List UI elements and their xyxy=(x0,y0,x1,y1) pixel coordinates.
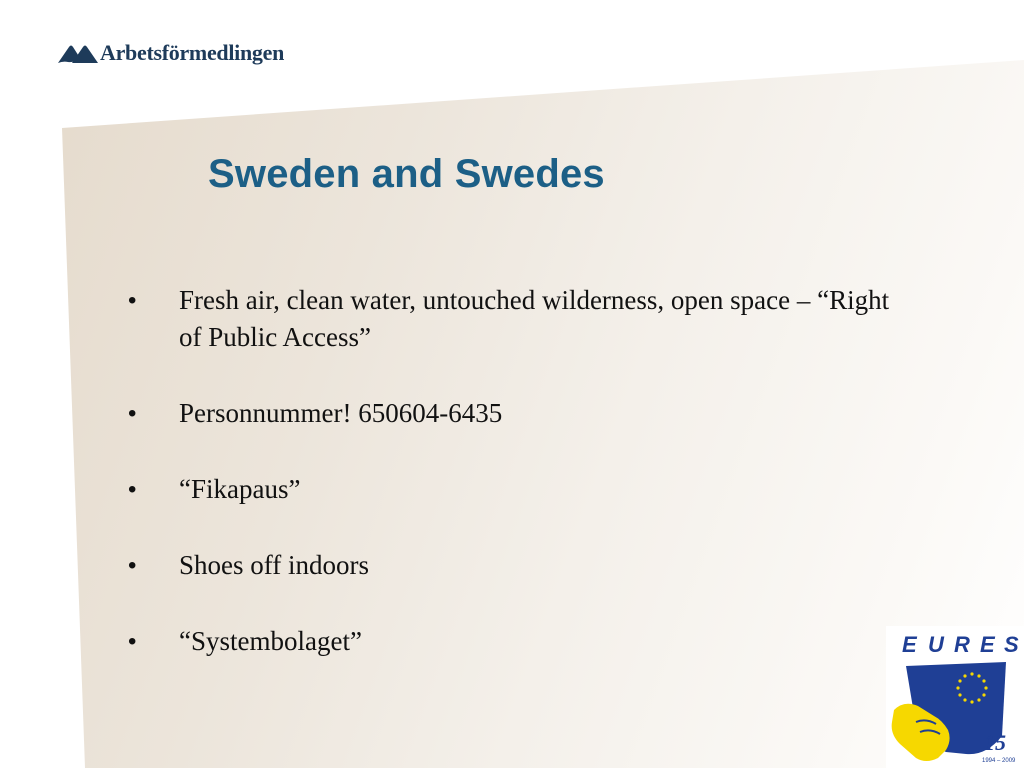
bullet-text: Personnummer! 650604-6435 xyxy=(179,398,503,428)
eures-letter: R xyxy=(954,632,970,657)
brand-name: Arbetsförmedlingen xyxy=(100,40,285,65)
bullet-item xyxy=(120,623,900,660)
bullet-item xyxy=(120,282,900,356)
bullet-marker: • xyxy=(128,552,137,579)
bullet-item xyxy=(120,395,900,432)
bullet-list xyxy=(120,282,900,699)
eures-years: 1994 – 2009 xyxy=(982,758,1016,764)
bullet-marker: • xyxy=(128,400,137,427)
bullet-text: Shoes off indoors xyxy=(179,550,370,580)
bullet-marker: • xyxy=(128,287,137,314)
eures-logo-icon xyxy=(886,626,1024,768)
bullet-marker: • xyxy=(128,628,137,655)
bullet-text: “Fikapaus” xyxy=(179,474,301,504)
bullet-text: “Systembolaget” xyxy=(179,626,362,656)
arbetsformedlingen-logo-icon xyxy=(58,41,98,65)
eures-letter: S xyxy=(1004,632,1019,657)
slide-title: Sweden and Swedes xyxy=(208,152,605,196)
bullet-text: Fresh air, clean water, untouched wilderness, open space – “Right of Public Access” xyxy=(179,285,890,352)
bullet-marker: • xyxy=(128,476,137,503)
brand-logo xyxy=(58,38,284,68)
bullet-item xyxy=(120,471,900,508)
eures-letter: U xyxy=(928,632,944,657)
eures-anniversary: 15 xyxy=(984,730,1006,755)
eures-letter: E xyxy=(980,632,995,657)
bullet-item xyxy=(120,547,900,584)
eures-letter: E xyxy=(902,632,917,657)
